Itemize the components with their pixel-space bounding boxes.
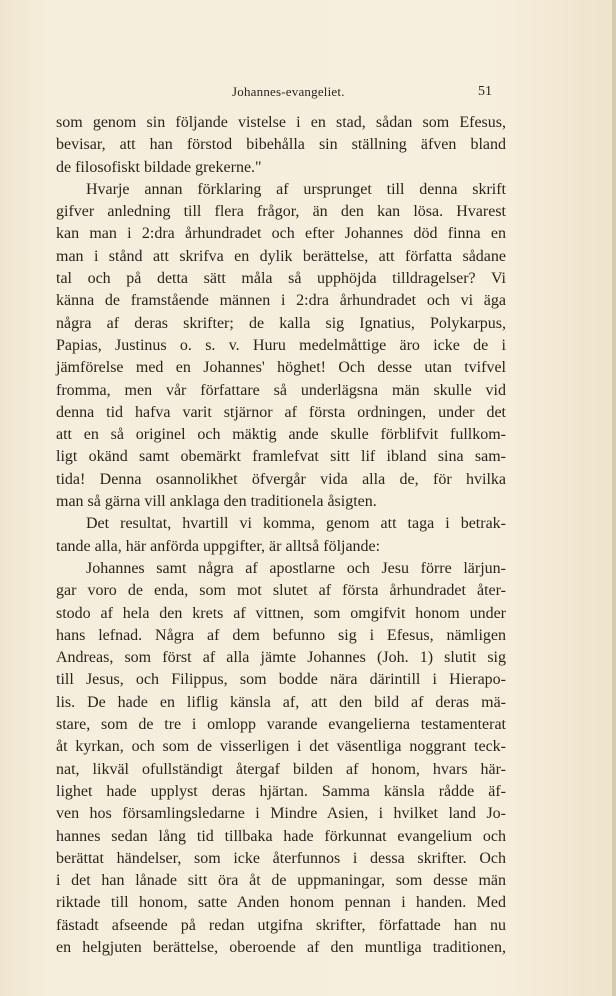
text-line: Johannes samt några af apostlarne och Jesu förre lärjun- [86, 559, 506, 577]
text-line: stodo af hela den krets af vittnen, som omgifvit honom under [56, 604, 506, 622]
text-line: Andreas, som först af alla jämte Johannes (Joh. 1) slutit sig [56, 649, 506, 667]
text-line: bevisar, att han förstod bibehålla sin ställning äfven bland [56, 136, 506, 154]
text-line: de filosofiskt bildade grekerne." [56, 158, 262, 176]
text-line: kan man i 2:dra århundradet och efter Johannes död finna en [56, 225, 506, 243]
text-line: stare, som de tre i omlopp varande evangelierna testamenterat [56, 716, 506, 734]
text-line: ligt okänd samt obemärkt framlefvat sitt lif ibland sina sam- [56, 448, 506, 466]
text-line: tal och på detta sätt måla så upphöjda tilldragelser? Vi [56, 270, 506, 288]
text-line: Papias, Justinus o. s. v. Huru medelmåttige äro icke de i [56, 336, 506, 354]
text-line: ven hos församlingsledarne i Mindre Asien, i hvilket land Jo- [56, 805, 506, 823]
text-line: jämförelse med en Johannes' höghet! Och desse utan tvifvel [56, 359, 506, 377]
text-line: hans lefnad. Några af dem befunno sig i Efesus, nämligen [56, 626, 506, 644]
text-line: åt kyrkan, och som de visserligen i det väsentliga noggrant teck- [56, 738, 506, 756]
text-line: man så gärna vill anklaga den traditionela åsigten. [56, 493, 377, 511]
text-line: fromma, men vår författare så underlägsna män skulle vid [56, 381, 506, 399]
text-line: en helgjuten berättelse, oberoende af den muntliga traditionen, [56, 938, 506, 956]
text-line: berättat händelser, som icke återfunnos i dessa skrifter. Och [56, 849, 506, 867]
text-line: tida! Denna osannolikhet öfvergår vida alla de, för hvilka [56, 470, 506, 488]
text-line: gar voro de enda, som mot slutet af första århundradet åter- [56, 582, 506, 600]
text-line: Hvarje annan förklaring af ursprunget till denna skrift [86, 180, 506, 198]
text-line: denna tid hafva varit stjärnor af första ordningen, under det [56, 403, 506, 421]
text-line: lighet hade upplyst deras hjärtan. Samma känsla rådde äf- [56, 782, 506, 800]
text-line: några af deras skrifter; de kalla sig Ignatius, Polykarpus, [56, 314, 506, 332]
text-line: att en så originel och mäktig ande skulle förblifvit fullkom- [56, 426, 506, 444]
body-text [56, 112, 506, 959]
page-header [56, 84, 492, 102]
text-line: som genom sin följande vistelse i en stad, sådan som Efesus, [56, 114, 506, 131]
text-line: gifver anledning till flera frågor, än den kan lösa. Hvarest [56, 203, 506, 221]
text-line: tande alla, här anförda uppgifter, är alltså följande: [56, 537, 381, 555]
text-line: känna de framstående männen i 2:dra århundradet och vi äga [56, 292, 506, 310]
text-line: hannes sedan lång tid tillbaka hade förkunnat evangelium och [56, 827, 506, 845]
running-title: Johannes-evangeliet. [232, 84, 345, 99]
page-number: 51 [478, 84, 492, 99]
text-line: nat, likväl ofullständigt återgaf bilden af honom, hvars här- [56, 760, 506, 778]
text-line: lis. De hade en liflig känsla af, att den bild af deras mä- [56, 693, 506, 711]
text-line: fästadt afseende på redan utgifna skrifter, författade han nu [56, 916, 506, 934]
text-line: till Jesus, och Filippus, som bodde nära därintill i Hierapo- [56, 671, 506, 689]
text-line: i det han lånade sitt öra åt de uppmaningar, som desse män [56, 872, 506, 890]
text-line: man i stånd att skrifva en dylik berättelse, att författa sådane [56, 247, 506, 265]
text-line: riktade till honom, satte Anden honom pennan i handen. Med [56, 894, 506, 912]
text-line: Det resultat, hvartill vi komma, genom att taga i betrak- [86, 515, 506, 533]
